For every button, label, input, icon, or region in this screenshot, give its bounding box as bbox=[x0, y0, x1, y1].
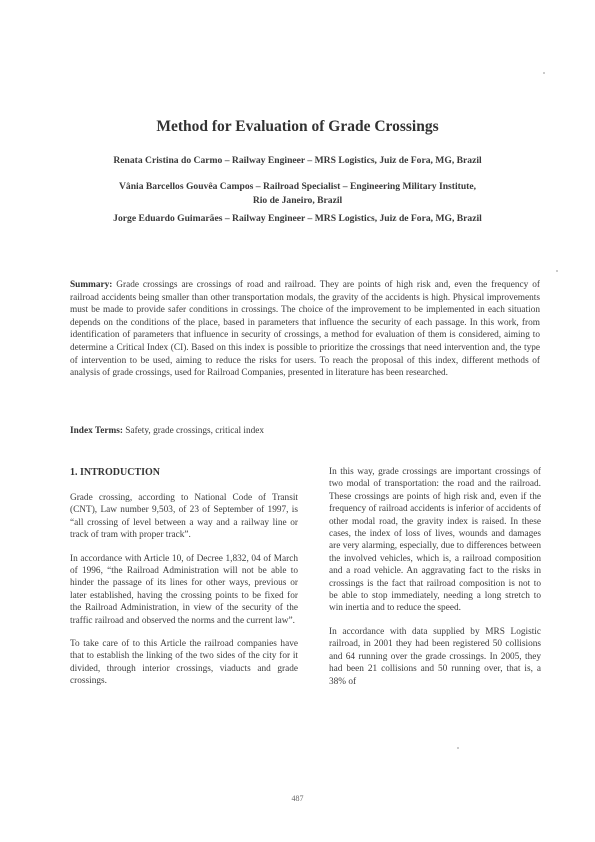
body-paragraph: In accordance with data supplied by MRS Logistic railroad, in 2001 they had been registered 50 collisions and 64 running over the grade crossings. In 2005, they had been 21 collisions and 50 running over, that is, a 38% of bbox=[329, 626, 541, 687]
author-line-2: Vânia Barcellos Gouvêa Campos – Railroad Specialist – Engineering Military Institute, bbox=[118, 181, 476, 192]
section-heading-introduction: 1. INTRODUCTION bbox=[70, 467, 161, 478]
author-line-4: Jorge Eduardo Guimarães – Railway Engineer – MRS Logistics, Juiz de Fora, MG, Brazil bbox=[113, 213, 482, 224]
page-number: 487 bbox=[291, 794, 304, 803]
left-column bbox=[70, 492, 298, 699]
body-paragraph: To take care of to this Article the railroad companies have that to establish the linking of the two sides of the city for it divided, through interior crossings, viaducts and grade crossings. bbox=[70, 639, 298, 687]
summary-paragraph bbox=[70, 279, 540, 380]
index-terms-text: Safety, grade crossings, critical index bbox=[125, 426, 265, 436]
summary-label: Summary: bbox=[70, 280, 113, 290]
scan-speck bbox=[543, 72, 545, 74]
body-paragraph: In this way, grade crossings are important crossings of two modal of transportation: the road and the railroad. These crossings are points of high risk and, even if the frequency of railroad accidents is inferior of accidents of other modal road, the gravity index is raised. In these cases, the index of loss of lives, wounds and damages are very alarming, especially, due to differences between the involved vehicles, which is, a railroad composition and a road vehicle. An aggravating fact to the risks in crossings is the fact that railroad composition is not to be able to stop immediately, needing a long stretch to win inertia and to reduce the speed. bbox=[329, 467, 541, 614]
scan-speck bbox=[556, 270, 558, 272]
body-paragraph: Grade crossing, according to National Code of Transit (CNT), Law number 9,503, of 23 of September of 1997, is “all crossing of level between a way and a railway line or track of tram with proper track”. bbox=[70, 493, 298, 541]
body-paragraph: In accordance with Article 10, of Decree 1,832, 04 of March of 1996, “the Railroad Administration will not be able to hinder the passage of its lines for other ways, previous or later established, having the crossing points to be fixed for the Railroad Administration, in view of the security of the traffic railroad and observed the norms and the current law”. bbox=[70, 553, 298, 626]
paper-title: Method for Evaluation of Grade Crossings bbox=[156, 118, 439, 135]
scan-speck bbox=[457, 747, 459, 749]
index-terms-label: Index Terms: bbox=[70, 426, 123, 436]
summary-text: Grade crossings are crossings of road and railroad. They are points of high risk and, even the frequency of railroad accidents being smaller than other transportation modals, the gravity of the accidents is high. Physical improvements must be made to provide safer conditions in crossings. The choice of the improvement to be implemented in each situation depends on the conditions of the place, based in parameters that influence the security of each passage. In this work, from identification of parameters that influence in security of crossings, a method for evaluation of them is considered, aiming to determine a Critical Index (CI). Based on this index is possible to prioritize the crossings that need intervention and, the type of intervention to be used, aiming to reduce the risks for users. To reach the proposal of this index, different methods of analysis of grade crossings, used for Railroad Companies, presented in literature has been researched. bbox=[70, 280, 540, 379]
author-line-1: Renata Cristina do Carmo – Railway Engineer – MRS Logistics, Juiz de Fora, MG, Brazil bbox=[113, 155, 482, 166]
right-column bbox=[329, 466, 541, 699]
index-terms bbox=[70, 425, 540, 438]
author-line-3: Rio de Janeiro, Brazil bbox=[252, 195, 343, 206]
